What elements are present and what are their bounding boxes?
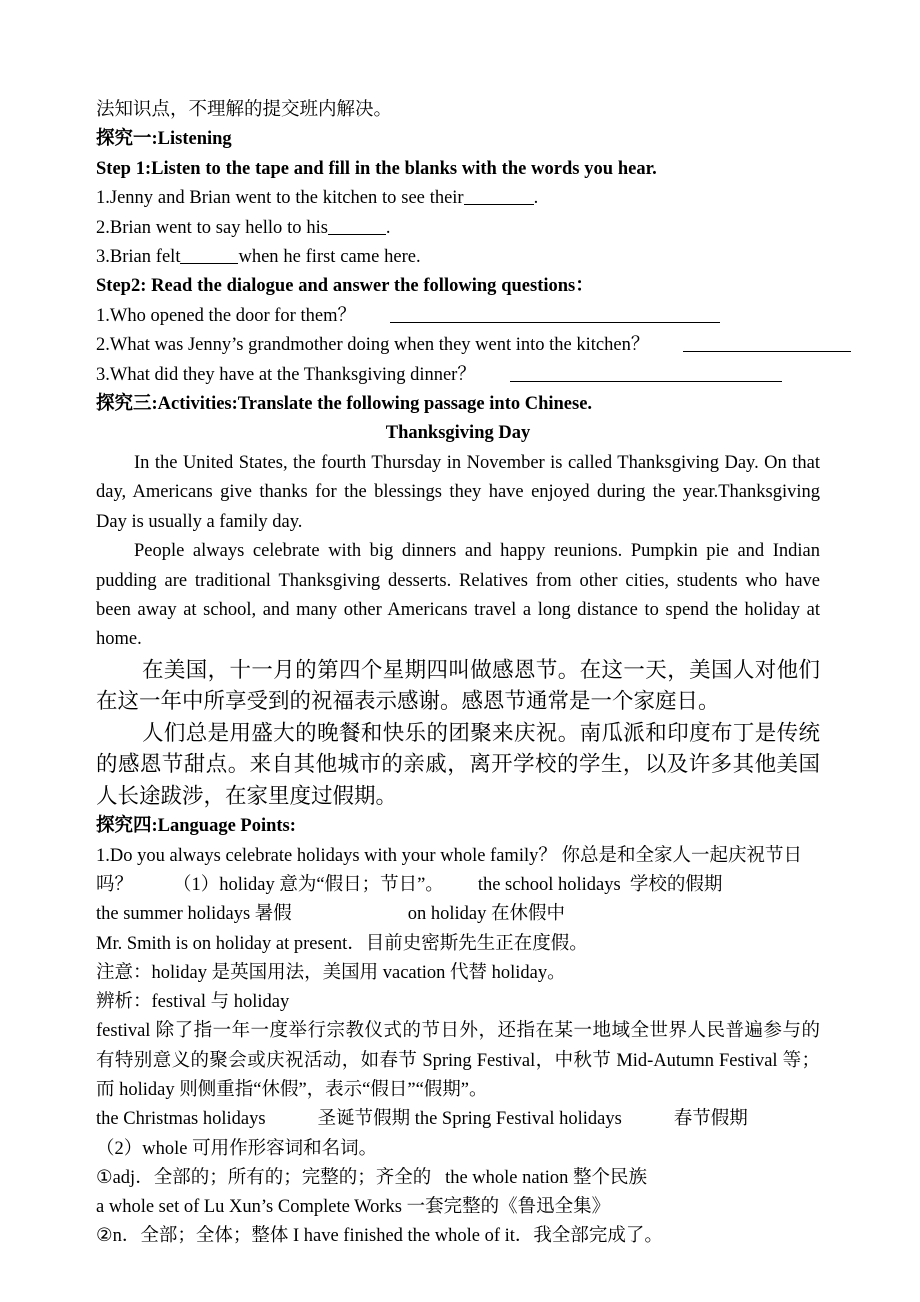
question-1 [96, 302, 820, 331]
listening-item-2 [96, 214, 820, 243]
language-point-line-10 [96, 1164, 820, 1193]
section-three-heading: 探究三:Activities:Translate the following passage into Chinese. [96, 394, 593, 415]
fill-blank-1[interactable] [464, 187, 534, 205]
enum-marker-1: ① [96, 1167, 113, 1188]
lp12-text: n．全部；全体；整体 I have finished the whole of it．我全部完成了。 [112, 1226, 663, 1247]
question-2 [96, 331, 820, 360]
passage-paragraph-cn-2: 人们总是用盛大的晚餐和快乐的团聚来庆祝。南瓜派和印度布丁是传统的感恩节甜点。来自其他城市的亲戚，离开学校的学生，以及许多其他美国人长途跋涉，在家里度过假期。 [96, 720, 820, 808]
language-point-line-8 [96, 1105, 820, 1134]
question-3 [96, 361, 820, 390]
language-point-line-4: Mr. Smith is on holiday at present．目前史密斯先生正在度假。 [96, 933, 588, 954]
lp8-part-c: 春节假期 [673, 1109, 748, 1130]
section-four-heading: 探究四:Language Points: [96, 816, 296, 837]
answer-line-2[interactable] [683, 335, 851, 353]
lp3-part-b: on holiday 在休假中 [407, 904, 566, 925]
language-point-line-7: festival 除了指一年一度举行宗教仪式的节日外，还指在某一地域全世界人民普遍参与的有特别意义的聚会或庆祝活动，如春节 Spring Festival，中秋节 Mid-Autumn Festival 等；而 holiday 则侧重指“休假”，表示“假日”“假期”。 [96, 1021, 820, 1100]
document-body [96, 96, 820, 1252]
answer-line-1[interactable] [390, 305, 720, 323]
lp2-part-a: 吗？ [96, 874, 134, 895]
lp2-part-c: the school holidays 学校的假期 [477, 874, 723, 895]
passage-paragraph-en-1: In the United States, the fourth Thursday in November is called Thanksgiving Day. On that day, Americans give thanks for the blessings they have enjoyed during the year.Thanksgiving Day is usually a family day. [96, 452, 820, 532]
question-3-text: 3.What did they have at the Thanksgiving dinner？ [96, 364, 476, 385]
step2-heading: Step2: Read the dialogue and answer the following questions： [96, 276, 594, 297]
language-point-line-3 [96, 900, 820, 929]
listening-item-1-suffix: . [533, 188, 539, 209]
enum-marker-2: ② [96, 1226, 113, 1247]
language-point-line-1: 1.Do you always celebrate holidays with your whole family？ 你总是和全家人一起庆祝节日 [96, 845, 802, 866]
language-point-line-2 [96, 871, 820, 900]
language-point-line-6: 辨析：festival 与 holiday [96, 992, 290, 1013]
language-point-line-11: a whole set of Lu Xun’s Complete Works 一套完整的《鲁迅全集》 [96, 1197, 611, 1218]
question-2-text: 2.What was Jenny’s grandmother doing when they went into the kitchen？ [96, 335, 650, 356]
listening-item-2-suffix: . [385, 217, 391, 238]
listening-item-3 [96, 243, 820, 272]
listening-item-1-prefix: 1.Jenny and Brian went to the kitchen to see their [96, 188, 464, 209]
language-point-line-9: （2）whole 可用作形容词和名词。 [96, 1138, 378, 1159]
question-1-text: 1.Who opened the door for them？ [96, 305, 356, 326]
section-one-heading: 探究一:Listening [96, 129, 232, 150]
lp3-part-a: the summer holidays 暑假 [96, 904, 292, 925]
lead-line: 法知识点，不理解的提交班内解决。 [96, 100, 393, 120]
lp2-part-b: （1）holiday 意为“假日；节日”。 [173, 874, 444, 895]
language-point-line-12 [96, 1222, 820, 1251]
passage-paragraph-en-2: People always celebrate with big dinners and happy reunions. Pumpkin pie and Indian pudding are traditional Thanksgiving desserts. Relatives from other cities, students who have been away at school, and many other Americans travel a long distance to spend the holiday at home. [96, 541, 820, 650]
language-point-line-5: 注意：holiday 是英国用法，美国用 vacation 代替 holiday。 [96, 962, 566, 983]
listening-item-3-prefix: 3.Brian felt [96, 247, 181, 268]
lp8-part-a: the Christmas holidays [96, 1109, 266, 1130]
fill-blank-2[interactable] [328, 217, 386, 235]
lp8-part-b: 圣诞节假期 the Spring Festival holidays [317, 1109, 622, 1130]
fill-blank-3[interactable] [180, 246, 238, 264]
listening-item-1 [96, 184, 820, 213]
step1-heading: Step 1:Listen to the tape and fill in the blanks with the words you hear. [96, 158, 657, 179]
passage-paragraph-cn-1: 在美国，十一月的第四个星期四叫做感恩节。在这一天，美国人对他们在这一年中所享受到的祝福表示感谢。感恩节通常是一个家庭日。 [96, 657, 820, 714]
answer-line-3[interactable] [510, 364, 782, 382]
lp10-text: adj．全部的；所有的；完整的；齐全的 the whole nation 整个民族 [112, 1167, 647, 1188]
listening-item-2-prefix: 2.Brian went to say hello to his [96, 217, 328, 238]
passage-title: Thanksgiving Day [385, 423, 531, 444]
listening-item-3-suffix: when he first came here. [238, 247, 421, 268]
